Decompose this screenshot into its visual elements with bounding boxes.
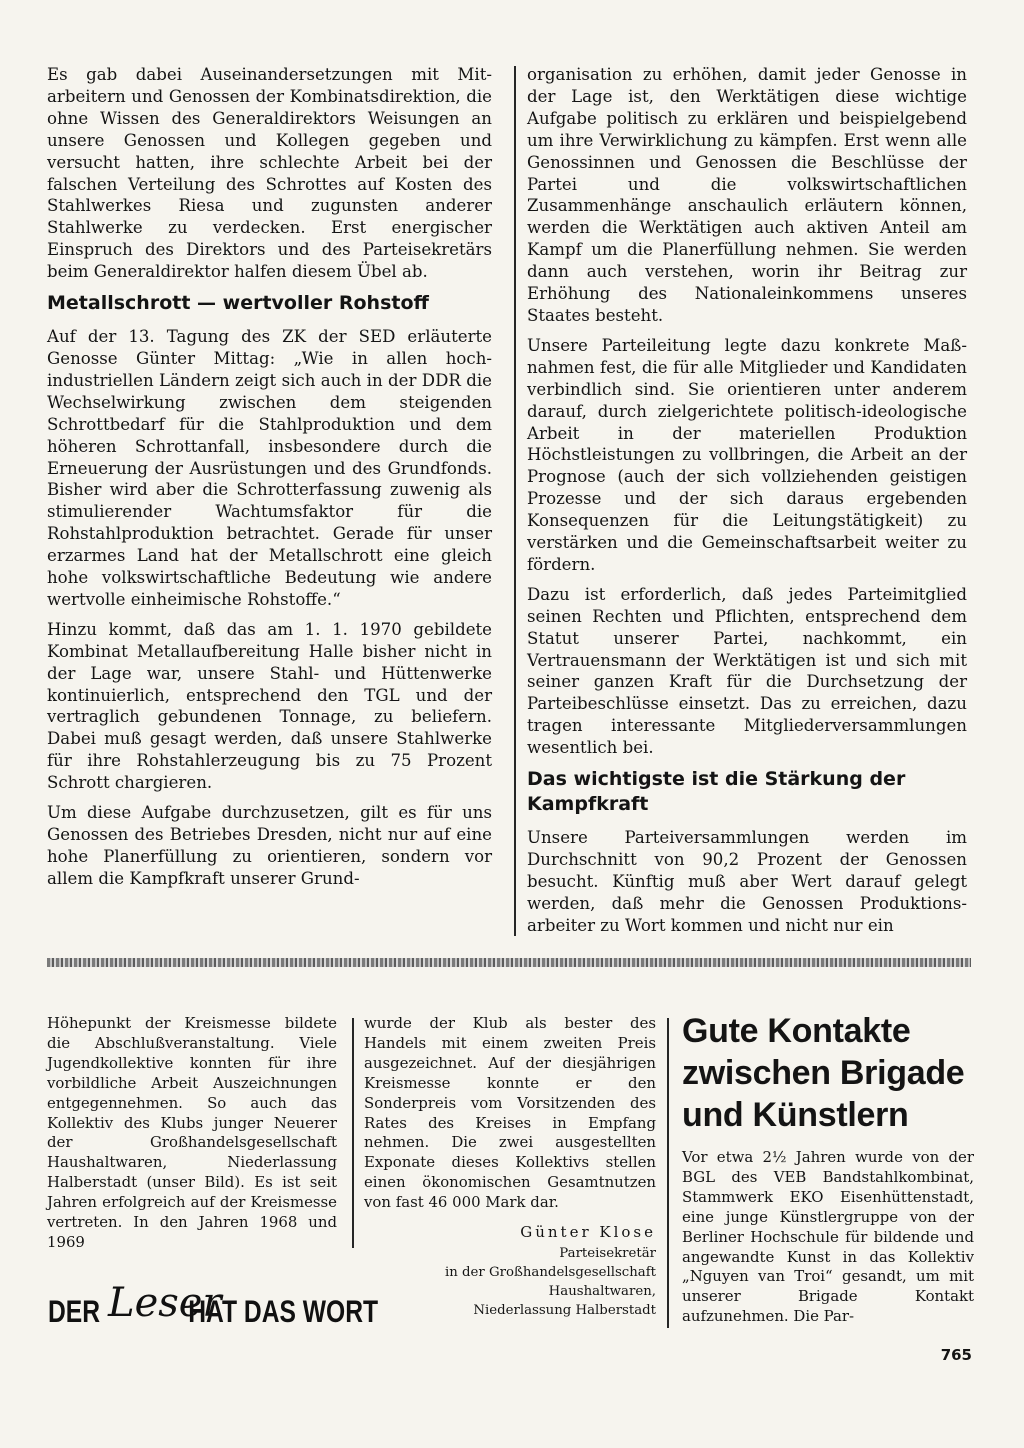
paragraph: Um diese Aufgabe durchzusetzen, gilt es für uns Genossen des Betriebes Dresden, nicht nur auf eine hohe Planerfüllung zu orientieren, sondern vor allem die Kampfkraft unserer Grund- xyxy=(47,803,492,888)
bottom-column-3 xyxy=(682,1010,974,1327)
author-affiliation: in der Großhandelsgesellschaft xyxy=(445,1265,656,1281)
column-rule xyxy=(667,1018,669,1328)
logo-text-leser: Leser xyxy=(108,1280,222,1326)
section-heading: Das wichtigste ist die Stärkung der Kampfkraft xyxy=(527,768,906,816)
author-name: Günter Klose xyxy=(520,1223,656,1242)
left-column xyxy=(47,64,492,898)
author-affiliation: Niederlassung Halberstadt xyxy=(473,1303,656,1319)
article-title: Gute Kontakte zwischen Brigade und Künstlern xyxy=(682,1012,965,1134)
paragraph: Es gab dabei Auseinandersetzungen mit Mitarbeitern und Genossen der Kombinatsdirektion, die ohne Wissen des Generaldirektors Weisungen an unsere Genossen und Kollegen gegeben und versucht hatten, ihre schlechte Arbeit bei der falschen Verteilung des Schrottes auf Kosten des Stahlwerkes Riesa und zugunsten anderer Stahlwerke zu verdecken. Erst energischer Einspruch des Direktors und des Parteisekretärs beim Generaldirektor halfen diesem Übel ab. xyxy=(47,65,492,282)
logo-text-der: DER xyxy=(48,1294,101,1331)
paragraph: Hinzu kommt, daß das am 1. 1. 1970 gebildete Kombinat Metallaufbereitung Halle bisher nicht in der Lage war, unsere Stahl- und Hüttenwerke kontinuierlich, entsprechend den TGL und der vertraglich gebundenen Tonnage, zu beliefern. Dabei muß gesagt werden, daß unsere Stahlwerke für ihre Rohstahlerzeugung bis zu 75 Prozent Schrott chargieren. xyxy=(47,619,492,793)
column-rule xyxy=(514,66,516,936)
section-divider xyxy=(47,958,971,967)
author-signature xyxy=(364,1223,656,1320)
paragraph: Auf der 13. Tagung des ZK der SED erläuterte Genosse Günter Mittag: „Wie in allen hochindustriellen Ländern zeigt sich auch in der DDR die Wechselwirkung zwischen dem steigenden Schrottbedarf für die Stahlproduktion und dem höheren Schrottanfall, insbesondere durch die Erneuerung der Ausrüstungen und des Grundfonds. Bisher wird aber die Schrotterfassung zuwenig als stimulierender Wachtumsfaktor für die Rohstahlproduktion betrachtet. Gerade für unser erzarmes Land hat der Metallschrott eine gleich hohe volkswirtschaftliche Bedeutung wie andere wertvolle einheimische Rohstoffe.“ xyxy=(47,327,492,609)
author-affiliation: Haushaltwaren, xyxy=(548,1284,656,1300)
paragraph: Unsere Parteileitung legte dazu konkrete Maßnahmen fest, die für alle Mitglieder und Kandidaten verbindlich sind. Sie orientieren unter anderem darauf, durch zielgerichtete politisch-ideologische Arbeit in der materiellen Produktion Höchstleistungen zu vollbringen, die Arbeit an der Prognose (auch der sich vollziehenden geistigen Prozesse und der sich daraus ergebenden Konsequenzen für die Leitungstätigkeit) zu verstärken und die Gemeinschaftsarbeit weiter zu fördern. xyxy=(527,335,967,574)
paragraph: Dazu ist erforderlich, daß jedes Parteimitglied seinen Rechten und Pflichten, entsprechend dem Statut unserer Partei, nachkommt, ein Vertrauensmann der Werktätigen ist und sich mit seiner ganzen Kraft für die Durchsetzung der Parteibeschlüsse einsetzt. Das zu erreichen, dazu tragen interessante Mitgliederversammlungen wesentlich bei. xyxy=(527,584,967,758)
author-title: Parteisekretär xyxy=(559,1246,656,1262)
paragraph: Höhepunkt der Kreismesse bildete die Abschlußveranstaltung. Viele Jugendkollektive konnten für ihre vorbildliche Arbeit Auszeichnungen entgegennehmen. So auch das Kollektiv des Klubs junger Neuerer der Großhandelsgesellschaft Haushaltwaren, Niederlassung Halberstadt (unser Bild). Es ist seit Jahren erfolgreich auf der Kreismesse vertreten. In den Jahren 1968 und 1969 xyxy=(47,1014,337,1251)
page-number: 765 xyxy=(940,1346,972,1364)
bottom-column-1 xyxy=(47,1014,337,1253)
paragraph: Vor etwa 2½ Jahren wurde von der BGL des VEB Bandstahlkombinat, Stammwerk EKO Eisenhüttenstadt, eine junge Künstlergruppe von der Berliner Hochschule für bildende und angewandte Kunst in das Kollektiv „Nguyen van Troi“ gesandt, um mit unserer Brigade Kontakt aufzunehmen. Die Par- xyxy=(682,1148,974,1326)
paragraph: Unsere Parteiversammlungen werden im Durchschnitt von 90,2 Prozent der Genossen besucht. Künftig muß aber Wert darauf gelegt werden, daß mehr die Genossen Produktionsarbeiter zu Wort kommen und nicht nur ein xyxy=(527,828,967,935)
der-leser-hat-das-wort-logo xyxy=(48,1276,379,1331)
column-rule xyxy=(352,1018,354,1248)
paragraph: organisation zu erhöhen, damit jeder Genosse in der Lage ist, den Werktätigen diese wichtige Aufgabe politisch zu erklären und beispielgebend um ihre Verwirklichung zu kämpfen. Erst wenn alle Genossinnen und Genossen die Beschlüsse der Partei und die volkswirtschaftlichen Zusammenhänge anschaulich erläutern können, werden die Werktätigen auch aktiven Anteil am Kampf um die Planerfüllung nehmen. Sie werden dann auch verstehen, worin ihr Beitrag zur Erhöhung des Nationaleinkommens unseres Staates besteht. xyxy=(527,65,967,325)
right-column xyxy=(527,64,967,945)
section-heading: Metallschrott — wertvoller Rohstoff xyxy=(47,292,429,315)
logo-text-hat-das-wort: HAT DAS WORT xyxy=(188,1294,379,1331)
bottom-column-2 xyxy=(364,1014,656,1320)
paragraph: wurde der Klub als bester des Handels mit einem zweiten Preis ausgezeichnet. Auf der diesjährigen Kreismesse konnte er den Sonderpreis vom Vorsitzenden des Rates des Kreises in Empfang nehmen. Die zwei ausgestellten Exponate dieses Kollektivs stellen einen ökonomischen Gesamtnutzen von fast 46 000 Mark dar. xyxy=(364,1014,656,1212)
